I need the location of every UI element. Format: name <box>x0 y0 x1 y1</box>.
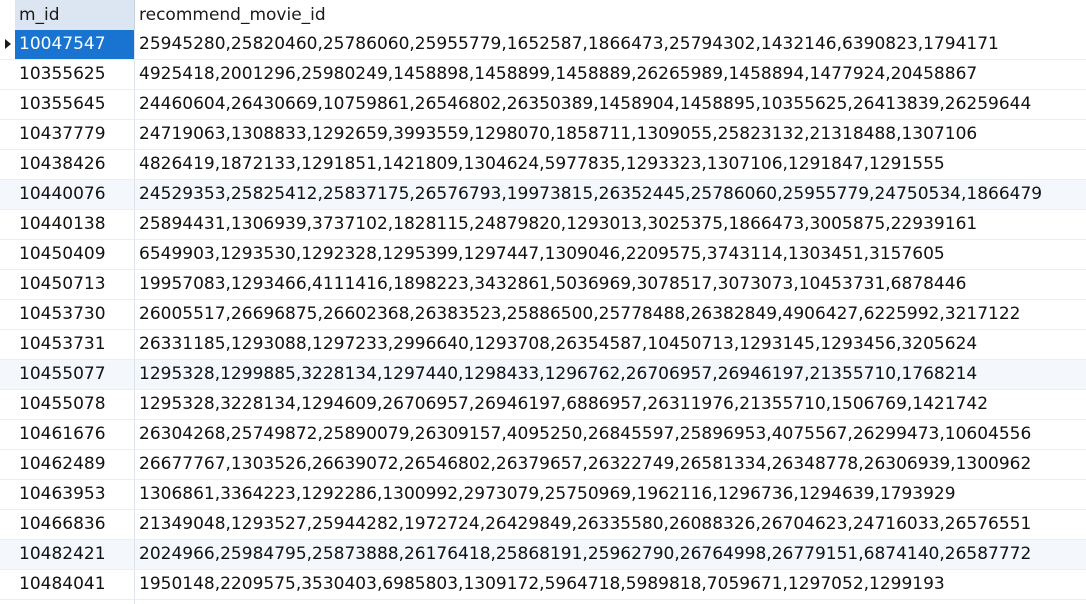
current-row-arrow-icon <box>5 39 11 49</box>
row-indicator[interactable] <box>0 90 15 120</box>
cell-m-id[interactable]: 10453731 <box>15 330 135 359</box>
table-row[interactable] <box>0 570 1086 600</box>
cell-m-id[interactable]: 10047547 <box>15 30 135 59</box>
row-indicator[interactable] <box>0 120 15 150</box>
table-row[interactable] <box>0 300 1086 330</box>
cell-recommend-movie-id[interactable]: 2024966,25984795,25873888,26176418,25868191,25962790,26764998,26779151,6874140,26587772 <box>139 544 1032 564</box>
table-row[interactable] <box>0 420 1086 450</box>
row-indicator[interactable] <box>0 330 15 360</box>
cell-m-id[interactable]: 10462489 <box>15 450 135 479</box>
table-row[interactable] <box>0 450 1086 480</box>
grid-header <box>0 0 1086 30</box>
cell-recommend-movie-id[interactable]: 26304268,25749872,25890079,26309157,4095250,26845597,25896953,4075567,26299473,10604556 <box>139 424 1032 444</box>
cell-m-id[interactable]: 10450713 <box>15 270 135 299</box>
cell-recommend-movie-id[interactable]: 24529353,25825412,25837175,26576793,19973815,26352445,25786060,25955779,24750534,1866479 <box>139 184 1043 204</box>
table-row[interactable] <box>0 390 1086 420</box>
table-row[interactable] <box>0 180 1086 210</box>
cell-recommend-movie-id[interactable]: 1295328,1299885,3228134,1297440,1298433,1296762,26706957,26946197,21355710,1768214 <box>139 364 978 384</box>
table-row[interactable] <box>0 120 1086 150</box>
cell-m-id[interactable]: 10437779 <box>15 120 135 149</box>
cell-m-id[interactable]: 10355645 <box>15 90 135 119</box>
cell-m-id[interactable]: 10453730 <box>15 300 135 329</box>
table-row[interactable] <box>0 540 1086 570</box>
cell-recommend-movie-id[interactable]: 25894431,1306939,3737102,1828115,24879820,1293013,3025375,1866473,3005875,22939161 <box>139 214 978 234</box>
cell-m-id[interactable]: 10355625 <box>15 60 135 89</box>
row-indicator[interactable] <box>0 360 15 390</box>
cell-m-id[interactable]: 10455077 <box>15 360 135 389</box>
row-indicator[interactable] <box>0 480 15 510</box>
table-row[interactable] <box>0 30 1086 60</box>
cell-m-id[interactable]: 10440076 <box>15 180 135 209</box>
cell-m-id[interactable]: 10466836 <box>15 510 135 539</box>
column-header-m-id[interactable]: m_id <box>15 0 135 30</box>
cell-recommend-movie-id[interactable]: 4925418,2001296,25980249,1458898,1458899,1458889,26265989,1458894,1477924,20458867 <box>139 64 978 84</box>
cell-recommend-movie-id[interactable]: 24719063,1308833,1292659,3993559,1298070,1858711,1309055,25823132,21318488,1307106 <box>139 124 978 144</box>
table-row[interactable] <box>0 210 1086 240</box>
cell-recommend-movie-id[interactable]: 1295328,3228134,1294609,26706957,26946197,6886957,26311976,21355710,1506769,1421742 <box>139 394 989 414</box>
cell-m-id[interactable]: 10438426 <box>15 150 135 179</box>
cell-m-id[interactable]: 10450409 <box>15 240 135 269</box>
cell-m-id[interactable]: 10440138 <box>15 210 135 239</box>
cell-recommend-movie-id[interactable]: 6549903,1293530,1292328,1295399,1297447,1309046,2209575,3743114,1303451,3157605 <box>139 244 945 264</box>
cell-m-id[interactable]: 10482421 <box>15 540 135 569</box>
cell-m-id[interactable]: 10484041 <box>15 570 135 599</box>
cell-m-id[interactable]: 10463953 <box>15 480 135 509</box>
table-row[interactable] <box>0 270 1086 300</box>
row-indicator[interactable] <box>0 30 15 60</box>
cell-m-id[interactable]: 10455078 <box>15 390 135 419</box>
cell-recommend-movie-id[interactable]: 19957083,1293466,4111416,1898223,3432861,5036969,3078517,3073073,10453731,6878446 <box>139 274 967 294</box>
column-header-recommend-movie-id[interactable]: recommend_movie_id <box>135 0 1086 30</box>
row-indicator[interactable] <box>0 60 15 90</box>
row-indicator[interactable] <box>0 300 15 330</box>
table-row[interactable] <box>0 240 1086 270</box>
table-row[interactable] <box>0 510 1086 540</box>
table-row[interactable] <box>0 360 1086 390</box>
row-indicator[interactable] <box>0 570 15 600</box>
cell-recommend-movie-id[interactable]: 25945280,25820460,25786060,25955779,1652587,1866473,25794302,1432146,6390823,1794171 <box>139 34 999 54</box>
cell-recommend-movie-id[interactable]: 26677767,1303526,26639072,26546802,26379657,26322749,26581334,26348778,26306939,1300962 <box>139 454 1032 474</box>
cell-recommend-movie-id[interactable]: 24460604,26430669,10759861,26546802,26350389,1458904,1458895,10355625,26413839,26259644 <box>139 94 1032 114</box>
cell-recommend-movie-id[interactable]: 4826419,1872133,1291851,1421809,1304624,5977835,1293323,1307106,1291847,1291555 <box>139 154 945 174</box>
cell-m-id[interactable]: 10461676 <box>15 420 135 449</box>
row-indicator[interactable] <box>0 180 15 210</box>
row-indicator[interactable] <box>0 240 15 270</box>
cell-recommend-movie-id[interactable]: 26005517,26696875,26602368,26383523,25886500,25778488,26382849,4906427,6225992,3217122 <box>139 304 1021 324</box>
row-indicator[interactable] <box>0 150 15 180</box>
table-row[interactable] <box>0 90 1086 120</box>
row-indicator[interactable] <box>0 450 15 480</box>
row-indicator[interactable] <box>0 540 15 570</box>
row-indicator[interactable] <box>0 390 15 420</box>
table-row[interactable] <box>0 480 1086 510</box>
table-row[interactable] <box>0 60 1086 90</box>
table-row[interactable] <box>0 150 1086 180</box>
row-indicator[interactable] <box>0 210 15 240</box>
row-indicator[interactable] <box>0 420 15 450</box>
row-indicator[interactable] <box>0 510 15 540</box>
table-row[interactable] <box>0 330 1086 360</box>
cell-recommend-movie-id[interactable]: 1950148,2209575,3530403,6985803,1309172,5964718,5989818,7059671,1297052,1299193 <box>139 574 945 594</box>
grid-rows <box>0 30 1086 600</box>
cell-recommend-movie-id[interactable]: 1306861,3364223,1292286,1300992,2973079,25750969,1962116,1296736,1294639,1793929 <box>139 484 956 504</box>
cell-recommend-movie-id[interactable]: 26331185,1293088,1297233,2996640,1293708,26354587,10450713,1293145,1293456,3205624 <box>139 334 978 354</box>
cell-recommend-movie-id[interactable]: 21349048,1293527,25944282,1972724,26429849,26335580,26088326,26704623,24716033,26576551 <box>139 514 1032 534</box>
row-indicator[interactable] <box>0 270 15 300</box>
